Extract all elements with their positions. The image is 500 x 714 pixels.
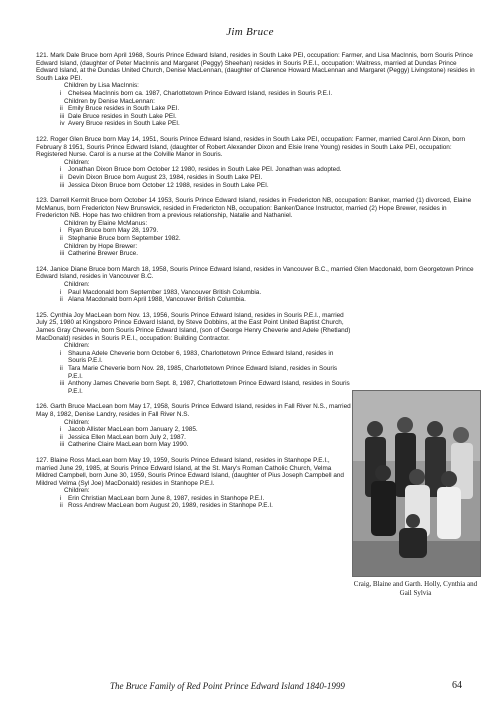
page-footer: The Bruce Family of Red Point Prince Edward Island 1840-1999 (110, 681, 345, 691)
child-item (36, 380, 351, 395)
child-text: Dale Bruce resides in South Lake PEI. (68, 112, 177, 120)
entry-123 (36, 197, 476, 258)
entry-text: 122. Roger Glen Bruce born May 14, 1951, Souris Prince Edward Island, resides in South Lake PEI, occupation: Farmer, married Carol Ann Dixon, born February 8 1951, Souris Prince Edward Island, (daughter of Robert Alexander Dixon and Elsie Irene Young) resides in South Lake PEI, occupation: Registered Nurse. Carol is a nurse at the Colville Manor in Souris. (36, 135, 466, 159)
child-item (36, 495, 351, 503)
child-numeral: i (60, 426, 62, 434)
child-text: Devin Dixon Bruce born August 23, 1984, resides in South Lake PEI. (68, 173, 263, 181)
children-label: Children: (64, 342, 90, 350)
children-label: Children by Elaine McManus: (64, 219, 148, 227)
entry-text: 125. Cynthia Joy MacLean born Nov. 13, 1956, Souris Prince Edward Island, resides in Souris P.E.I., married July 25, 1980 at Kingsboro Prince Edward Island, by Steve Dobbins, at the East Point United Baptist Church, James Gray Cheverie, born Souris Prince Edward Island, (son of George Henry Cheverie and Adele (Rhetland) MacDonald) resides in Souris P.E.I., occupation: Building Contractor. (36, 311, 351, 342)
children-label: Children by Hope Brewer: (64, 242, 138, 250)
entry-125 (36, 312, 351, 396)
children-label: Children by Denise MacLennan: (64, 97, 155, 105)
child-numeral: iv (60, 120, 65, 128)
child-text: Catherine Brewer Bruce. (68, 250, 138, 258)
child-text: Jessica Ellen MacLean born July 2, 1987. (68, 433, 186, 441)
child-item (36, 120, 476, 128)
child-item (36, 434, 351, 442)
child-text: Tara Marie Cheverie born Nov. 28, 1985, Charlottetown Prince Edward Island, resides in Souris P.E.I. (68, 364, 338, 380)
child-text: Jessica Dixon Bruce born October 12 1988, resides in South Lake PEI. (68, 181, 269, 189)
child-numeral: ii (60, 502, 63, 510)
child-item (36, 90, 476, 98)
entry-121 (36, 52, 476, 128)
child-text: Chelsea MacInnis born ca. 1987, Charlottetown Prince Edward Island, resides in Souris P.E.I. (68, 89, 333, 97)
child-numeral: ii (60, 235, 63, 243)
children-label: Children: (64, 158, 90, 166)
child-numeral: ii (60, 364, 63, 372)
child-text: Anthony James Cheverie born Sept. 8, 1987, Charlottetown Prince Edward Island, resides in Souris P.E.I. (68, 380, 350, 395)
child-numeral: iii (60, 112, 65, 120)
child-numeral: iii (60, 380, 65, 388)
child-item (36, 227, 476, 235)
entry-127 (36, 457, 351, 510)
child-numeral: ii (60, 433, 63, 441)
child-numeral: i (60, 349, 62, 357)
child-text: Catherine Claire MacLean born May 1990. (68, 441, 189, 449)
child-text: Erin Christian MacLean born June 8, 1987, resides in Stanhope P.E.I. (68, 494, 265, 502)
child-item (36, 113, 476, 121)
entry-text: 126. Garth Bruce MacLean born May 17, 1958, Souris Prince Edward Island, resides in Fall River N.S., married May 8, 1982, Denise Landry, resides in Fall River N.S. (36, 403, 351, 418)
child-text: Avery Bruce resides in South Lake PEI. (68, 120, 180, 128)
child-text: Stephanie Bruce born September 1982. (68, 235, 181, 243)
family-photo (352, 390, 481, 577)
child-item (36, 365, 351, 380)
children-label: Children: (64, 281, 90, 289)
child-item (36, 426, 351, 434)
child-item (36, 166, 476, 174)
child-text: Shauna Adele Cheverie born October 6, 1983, Charlottetown Prince Edward Island, resides in Souris P.E.I. (68, 349, 334, 365)
child-numeral: ii (60, 105, 63, 113)
child-numeral: i (60, 166, 62, 174)
child-item (36, 235, 476, 243)
child-numeral: iii (60, 441, 65, 449)
child-item (36, 105, 476, 113)
entry-text: 121. Mark Dale Bruce born April 1968, Souris Prince Edward Island, resides in South Lake PEI, occupation: Farmer, and Lisa MacInnis, born Souris Prince Edward Island, (daughter of Peter MacInnis and Margaret (Peggy) Sheehan) resides in Souris P.E.I., occupation: Waitress, married at Dundas Prince Edward Island, at the Dundas United Church, Denise MacLennan, (daughter of Clarence Howard MacLennan and Margaret (Peggy) Livingstone) resides in South Lake PEI. (36, 52, 475, 82)
child-item (36, 296, 476, 304)
child-numeral: i (60, 89, 62, 97)
child-item (36, 350, 351, 365)
child-numeral: iii (60, 181, 65, 189)
child-numeral: i (60, 227, 62, 235)
entry-text: 124. Janice Diane Bruce born March 18, 1958, Souris Prince Edward Island, resides in Vancouver B.C., married Glen Macdonald, born Georgetown Prince Edward Island, resides in Vancouver B.C. (36, 265, 474, 281)
entry-122 (36, 136, 476, 189)
children-label: Children by Lisa MacInnis: (64, 82, 139, 90)
child-text: Paul Macdonald born September 1983, Vancouver British Columbia. (68, 288, 262, 296)
page-number: 64 (452, 680, 462, 691)
page-header: Jim Bruce (226, 26, 274, 38)
child-numeral: i (60, 288, 62, 296)
child-item (36, 441, 351, 449)
child-text: Ross Andrew MacLean born August 20, 1989, resides in Stanhope P.E.I. (68, 502, 273, 510)
child-numeral: ii (60, 296, 63, 304)
entry-text: 123. Darrell Kermit Bruce born October 14 1953, Souris Prince Edward Island, resides in Fredericton NB, occupation: Banker, married (1) divorced, Elaine McManus, born Fredericton New Brunswick, resided in Fredericton NB, occupation: Banker/Dance Instructor, married (2) Hope Brewer, resides in Fredericton NB. Hope has two children from a previous relationship, Natalie and Nathaniel. (36, 197, 472, 220)
child-text: Jonathan Dixon Bruce born October 12 1980, resides in South Lake PEI. Jonathan was adopted. (68, 166, 342, 174)
child-text: Jacob Allister MacLean born January 2, 1985. (68, 426, 198, 434)
entry-124 (36, 266, 476, 304)
child-item (36, 250, 476, 258)
child-numeral: iii (60, 250, 65, 258)
child-item (36, 502, 351, 510)
child-numeral: ii (60, 173, 63, 181)
children-label: Children: (64, 418, 90, 426)
child-text: Emily Bruce resides in South Lake PEI. (68, 105, 180, 113)
child-text: Ryan Bruce born May 28, 1979. (68, 227, 159, 235)
child-item (36, 174, 476, 182)
photo-caption: Craig, Blaine and Garth. Holly, Cynthia and Gail Sylvia (353, 580, 478, 597)
child-numeral: i (60, 494, 62, 502)
child-item (36, 182, 476, 190)
child-item (36, 289, 476, 297)
child-text: Alana Macdonald born April 1988, Vancouver British Columbia. (68, 296, 246, 304)
children-label: Children: (64, 487, 90, 495)
entry-text: 127. Blaine Ross MacLean born May 19, 1959, Souris Prince Edward Island, resides in Stanhope P.E.I., married June 29, 1985, at Souris Prince Edward Island, at the St. Mary's Roman Catholic Church, Velma Mildred Campbell, born June 30, 1959, Souris Prince Edward Island, (daughter of Pius Joseph Campbell and Mildred Velma (Syl Joe) MacDonald) resides in Stanhope P.E.I. (36, 456, 344, 487)
family-photo-image (353, 391, 480, 576)
entry-126 (36, 403, 351, 449)
